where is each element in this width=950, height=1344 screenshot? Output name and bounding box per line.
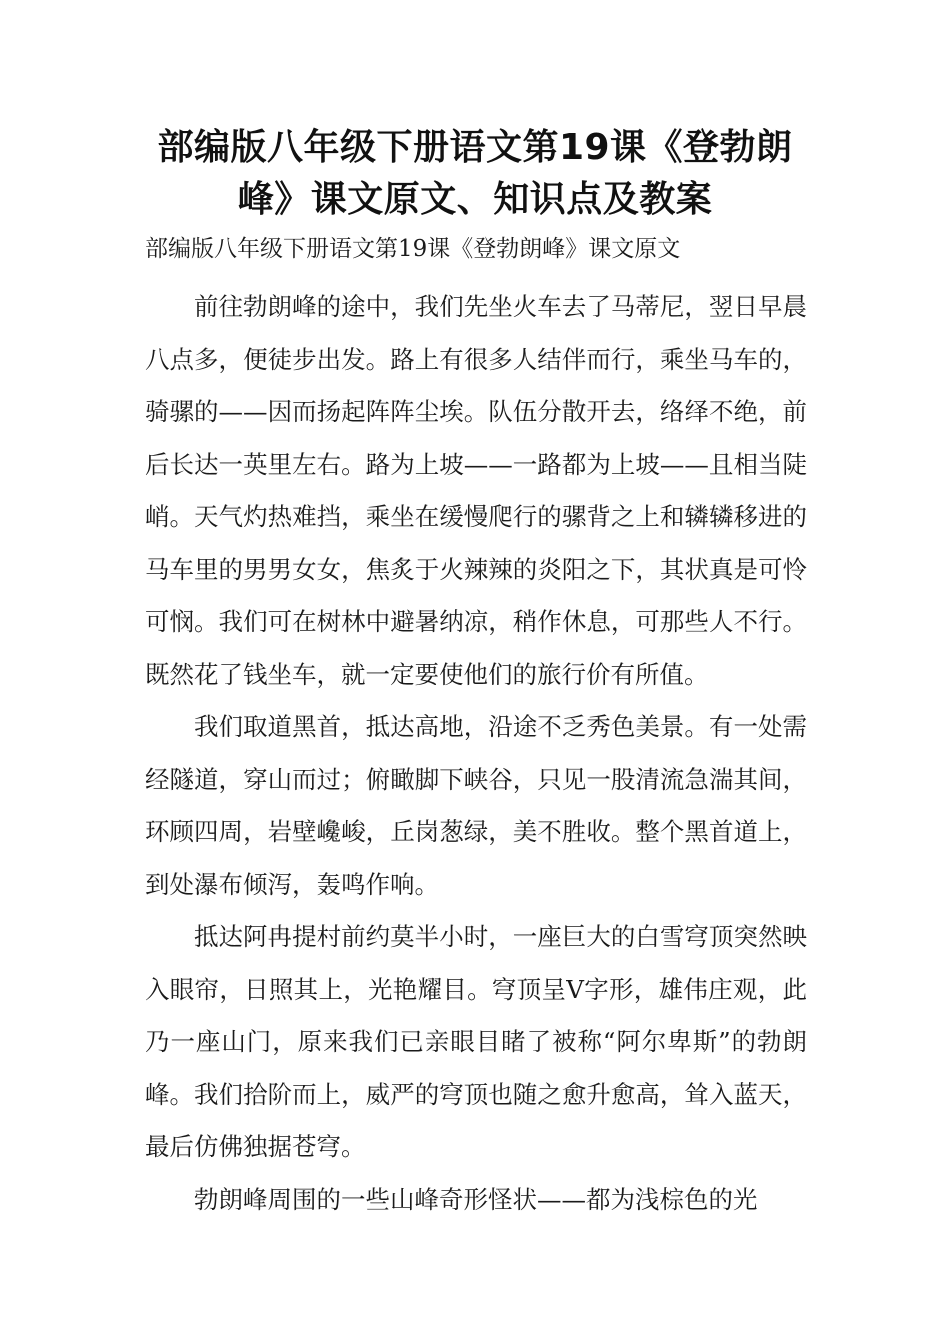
paragraph-3: 抵达阿冉提村前约莫半小时，一座巨大的白雪穹顶突然映入眼帘，日照其上，光艳耀目。穹顶呈V字形，雄伟庄观，此乃一座山门，原来我们已亲眼目睹了被称“阿尔卑斯”的勃朗峰。我们拾阶而上，威严的穹顶也随之愈升愈高，耸入蓝天，最后仿佛独据苍穹。 [145, 922, 807, 1161]
section-heading: 部编版八年级下册语文第19课《登勃朗峰》课文原文 [145, 236, 681, 262]
paragraph-4: 勃朗峰周围的一些山峰奇形怪状——都为浅棕色的光 [194, 1184, 758, 1214]
article-body [145, 281, 807, 1226]
document-title: 部编版八年级下册语文第19课《登勃朗峰》课文原文、知识点及教案 [157, 127, 793, 220]
paragraph-1: 前往勃朗峰的途中，我们先坐火车去了马蒂尼，翌日早晨八点多，便徒步出发。路上有很多人结伴而行，乘坐马车的，骑骡的——因而扬起阵阵尘埃。队伍分散开去，络绎不绝，前后长达一英里左右。路为上坡——一路都为上坡——且相当陡峭。天气灼热难挡，乘坐在缓慢爬行的骡背之上和辚辚移进的马车里的男男女女，焦炙于火辣辣的炎阳之下，其状真是可怜可悯。我们可在树林中避暑纳凉，稍作休息，可那些人不行。既然花了钱坐车，就一定要使他们的旅行价有所值。 [145, 292, 807, 689]
paragraph-2: 我们取道黑首，抵达高地，沿途不乏秀色美景。有一处需经隧道，穿山而过；俯瞰脚下峡谷，只见一股清流急湍其间，环顾四周，岩壁巉峻，丘岗葱绿，美不胜收。整个黑首道上，到处瀑布倾泻，轰鸣作响。 [145, 712, 807, 899]
